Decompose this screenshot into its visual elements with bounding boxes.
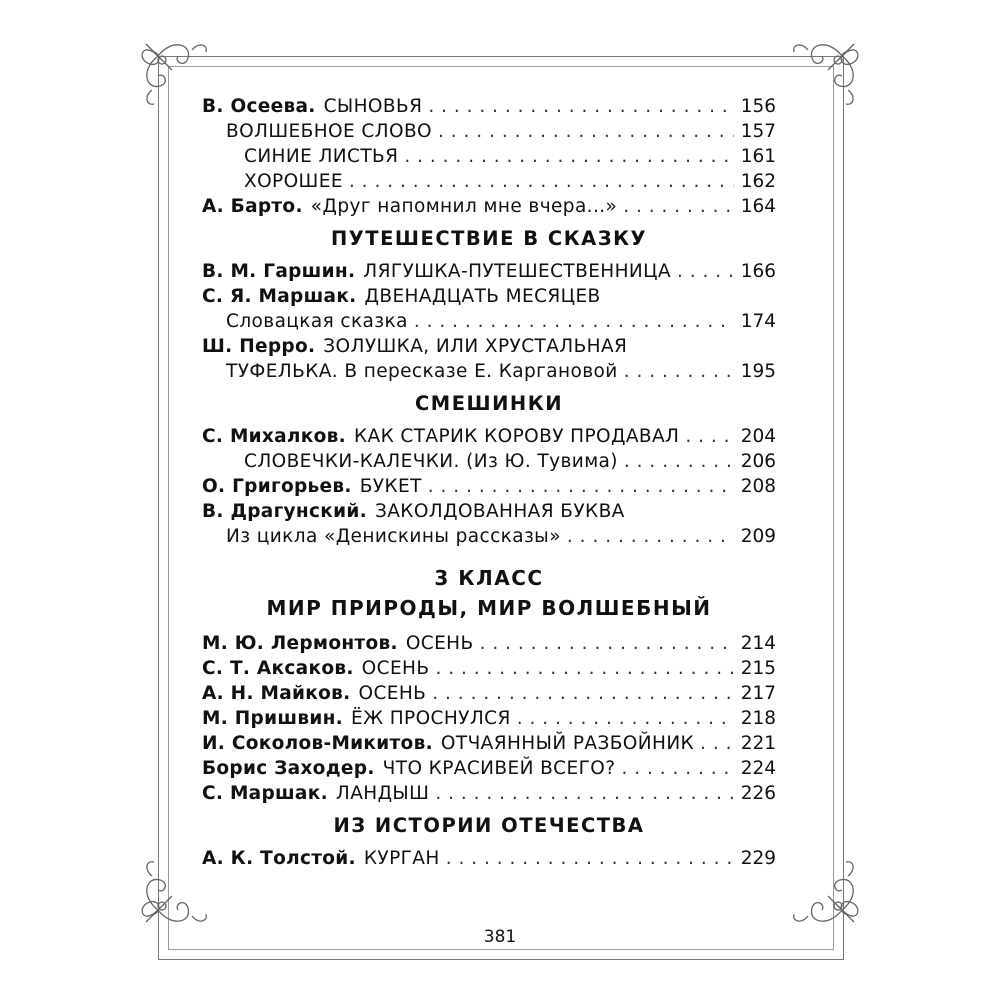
toc-entry <box>202 334 776 359</box>
page-number: 381 <box>0 927 1000 947</box>
toc-title: Словацкая сказка <box>226 311 408 332</box>
toc-title: ВОЛШЕБНОЕ СЛОВО <box>226 121 433 142</box>
table-of-contents <box>202 94 776 871</box>
toc-page-number: 221 <box>740 733 776 754</box>
toc-entry <box>202 194 776 219</box>
toc-title: «Друг напомнил мне вчера...» <box>310 196 618 217</box>
dot-leader <box>517 706 734 731</box>
toc-entry <box>202 524 776 549</box>
toc-title: ЧТО КРАСИВЕЙ ВСЕГО? <box>382 758 616 779</box>
section-heading: ПУТЕШЕСТВИЕ В СКАЗКУ <box>330 227 648 250</box>
corner-ornament-icon <box>778 30 868 120</box>
toc-page-number: 217 <box>740 683 776 704</box>
toc-author: М. Пришвин. <box>202 708 343 729</box>
toc-author: И. Соколов-Микитов. <box>202 733 433 754</box>
section-heading: СМЕШИНКИ <box>414 392 564 415</box>
toc-author: С. Я. Маршак. <box>202 286 357 307</box>
corner-ornament-icon <box>778 846 868 936</box>
toc-entry <box>202 94 776 119</box>
dot-leader <box>438 119 734 144</box>
toc-title: БУКЕТ <box>359 476 422 497</box>
dot-leader <box>624 359 734 384</box>
dot-leader <box>435 656 734 681</box>
toc-page-number: 226 <box>740 783 776 804</box>
dot-leader <box>567 524 734 549</box>
section-heading: МИР ПРИРОДЫ, МИР ВОЛШЕБНЫЙ <box>266 596 712 620</box>
toc-author: В. Осеева. <box>202 96 316 117</box>
toc-author: А. Барто. <box>202 196 303 217</box>
toc-page-number: 229 <box>740 848 776 869</box>
toc-page-number: 224 <box>740 758 776 779</box>
toc-entry <box>202 144 776 169</box>
toc-title: ЗАКОЛДОВАННАЯ БУКВА <box>374 501 625 522</box>
dot-leader <box>685 424 734 449</box>
toc-group <box>202 631 776 806</box>
toc-page-number: 195 <box>740 361 776 382</box>
toc-page-number: 157 <box>740 121 776 142</box>
toc-entry <box>202 474 776 499</box>
toc-entry <box>202 284 776 309</box>
toc-author: М. Ю. Лермонтов. <box>202 633 398 654</box>
toc-entry <box>202 731 776 756</box>
toc-title: ЗОЛУШКА, ИЛИ ХРУСТАЛЬНАЯ <box>323 336 628 357</box>
dot-leader <box>480 631 734 656</box>
toc-title: СЫНОВЬЯ <box>323 96 423 117</box>
toc-entry <box>202 449 776 474</box>
toc-entry <box>202 706 776 731</box>
toc-author: О. Григорьев. <box>202 476 352 497</box>
dot-leader <box>435 781 734 806</box>
toc-page-number: 164 <box>740 196 776 217</box>
toc-page-number: 215 <box>740 658 776 679</box>
toc-entry <box>202 656 776 681</box>
toc-title: ДВЕНАДЦАТЬ МЕСЯЦЕВ <box>364 286 601 307</box>
toc-entry <box>202 781 776 806</box>
toc-author: С. Т. Аксаков. <box>202 658 354 679</box>
dot-leader <box>349 169 734 194</box>
toc-title: Из цикла «Денискины рассказы» <box>226 526 561 547</box>
toc-author: Ш. Перро. <box>202 336 316 357</box>
toc-page-number: 204 <box>740 426 776 447</box>
toc-title: ХОРОШЕЕ <box>244 171 343 192</box>
toc-entry <box>202 169 776 194</box>
toc-page-number: 209 <box>740 526 776 547</box>
toc-entry <box>202 359 776 384</box>
toc-entry <box>202 424 776 449</box>
dot-leader <box>428 474 734 499</box>
toc-page-number: 161 <box>740 146 776 167</box>
toc-group <box>202 424 776 549</box>
toc-title: СИНИЕ ЛИСТЬЯ <box>244 146 399 167</box>
section-heading: ИЗ ИСТОРИИ ОТЕЧЕСТВА <box>333 814 645 837</box>
toc-entry <box>202 119 776 144</box>
dot-leader <box>677 259 734 284</box>
toc-entry <box>202 631 776 656</box>
toc-author: С. Михалков. <box>202 426 346 447</box>
toc-title: ОСЕНЬ <box>361 658 430 679</box>
toc-entry <box>202 681 776 706</box>
toc-page-number: 208 <box>740 476 776 497</box>
toc-author: В. Драгунский. <box>202 501 367 522</box>
toc-title: ТУФЕЛЬКА. В пересказе Е. Каргановой <box>226 361 618 382</box>
toc-title: СЛОВЕЧКИ-КАЛЕЧКИ. (Из Ю. Тувима) <box>244 451 618 472</box>
toc-author: А. Н. Майков. <box>202 683 351 704</box>
toc-page-number: 162 <box>740 171 776 192</box>
dot-leader <box>432 681 734 706</box>
dot-leader <box>623 194 734 219</box>
toc-title: ЛЯГУШКА-ПУТЕШЕСТВЕННИЦА <box>363 261 671 282</box>
toc-page-number: 206 <box>740 451 776 472</box>
dot-leader <box>700 731 734 756</box>
toc-group <box>202 846 776 871</box>
toc-entry <box>202 499 776 524</box>
toc-page-number: 174 <box>740 311 776 332</box>
dot-leader <box>404 144 734 169</box>
toc-title: ОСЕНЬ <box>405 633 474 654</box>
class-heading: 3 КЛАСС <box>434 566 544 590</box>
toc-title: ЛАНДЫШ <box>335 783 430 804</box>
toc-page-number: 218 <box>740 708 776 729</box>
toc-author: С. Маршак. <box>202 783 328 804</box>
toc-entry <box>202 309 776 334</box>
toc-entry <box>202 259 776 284</box>
toc-page-number: 214 <box>740 633 776 654</box>
toc-entry <box>202 756 776 781</box>
dot-leader <box>446 846 734 871</box>
toc-entry <box>202 846 776 871</box>
dot-leader <box>624 449 734 474</box>
toc-group <box>202 94 776 219</box>
toc-title: КУРГАН <box>363 848 440 869</box>
dot-leader <box>428 94 734 119</box>
toc-title: ОСЕНЬ <box>358 683 427 704</box>
toc-author: В. М. Гаршин. <box>202 261 356 282</box>
dot-leader <box>414 309 734 334</box>
toc-page-number: 156 <box>740 96 776 117</box>
toc-title: КАК СТАРИК КОРОВУ ПРОДАВАЛ <box>354 426 680 447</box>
toc-author: Борис Заходер. <box>202 758 375 779</box>
dot-leader <box>621 756 734 781</box>
toc-author: А. К. Толстой. <box>202 848 356 869</box>
toc-group <box>202 259 776 384</box>
toc-title: ЁЖ ПРОСНУЛСЯ <box>351 708 511 729</box>
toc-title: ОТЧАЯННЫЙ РАЗБОЙНИК <box>440 733 695 754</box>
toc-page-number: 166 <box>740 261 776 282</box>
